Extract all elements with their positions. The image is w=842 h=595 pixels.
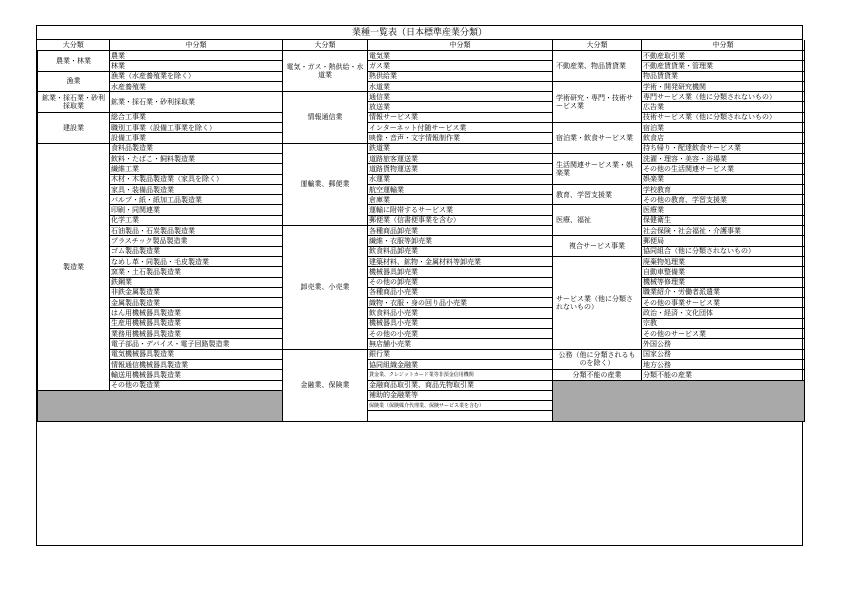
minor-category: 広告業: [642, 102, 805, 112]
minor-category: インターネット付随サービス業: [368, 123, 553, 133]
minor-category: 分類不能の産業: [642, 370, 805, 380]
minor-category: その他の卸売業: [368, 277, 553, 287]
minor-category: 食料品製造業: [110, 143, 283, 153]
minor-category: なめし革・同製品・毛皮製造業: [110, 256, 283, 266]
minor-category: 保健衛生: [642, 215, 805, 225]
minor-category: その他の小売業: [368, 329, 553, 339]
minor-category: 化学工業: [110, 215, 283, 225]
minor-category: 保険業（保険媒介代理業、保険サービス業を含む）: [368, 401, 553, 411]
minor-category: 金属製品製造業: [110, 298, 283, 308]
minor-category: 医療業: [642, 205, 805, 215]
major-category: 製造業: [38, 143, 110, 390]
col-header-major: 大分類: [553, 40, 642, 51]
table-row: [38, 51, 805, 61]
col-header-minor: 中分類: [110, 40, 283, 51]
minor-category: 建築材料、鉱物・金属材料等卸売業: [368, 256, 553, 266]
minor-category: 家具・装備品製造業: [110, 184, 283, 194]
major-category: 不動産業、物品賃貸業: [553, 51, 642, 82]
minor-category: 情報通信機械器具製造業: [110, 359, 283, 369]
major-category: 学術研究・専門・技術サービス業: [553, 81, 642, 122]
empty-shaded-cell: [553, 380, 805, 421]
major-category: 公務（他に分類されるものを除く）: [553, 349, 642, 370]
minor-category: 生産用機械器具製造業: [110, 318, 283, 328]
minor-category: 機械等修理業: [642, 277, 805, 287]
minor-category: 熱供給業: [368, 71, 553, 81]
minor-category: 宿泊業: [642, 123, 805, 133]
major-category: 農業・林業: [38, 51, 110, 72]
col-header-minor: 中分類: [368, 40, 553, 51]
minor-category: 織物・衣服・身の回り品小売業: [368, 298, 553, 308]
minor-category: ゴム製品製造業: [110, 246, 283, 256]
minor-category: 道路貨物運送業: [368, 164, 553, 174]
table-row: [38, 153, 805, 163]
table-row: [38, 359, 805, 369]
minor-category: 輸送用機械器具製造業: [110, 370, 283, 380]
table-row: [38, 287, 805, 297]
minor-category: プラスチック製品製造業: [110, 236, 283, 246]
table-row: [38, 215, 805, 225]
minor-category: 情報サービス業: [368, 112, 553, 122]
table-row: [38, 143, 805, 153]
empty-cell: [368, 411, 553, 421]
minor-category: 電子部品・デバイス・電子回路製造業: [110, 339, 283, 349]
minor-category: その他の製造業: [110, 380, 283, 390]
minor-category: 補助的金融業等: [368, 390, 553, 400]
minor-category: 石油製品・石炭製品製造業: [110, 226, 283, 236]
minor-category: 非鉄金属製造業: [110, 287, 283, 297]
table-row: [38, 92, 805, 102]
table-row: [38, 349, 805, 359]
major-category: 漁業: [38, 71, 110, 92]
minor-category: はん用機械器具製造業: [110, 308, 283, 318]
minor-category: 窯業・土石製品製造業: [110, 267, 283, 277]
minor-category: 水産養殖業: [110, 81, 283, 91]
minor-category: 機械器具卸売業: [368, 267, 553, 277]
minor-category: 無店舗小売業: [368, 339, 553, 349]
table-row: [38, 256, 805, 266]
major-category: 生活関連サービス業・娯楽業: [553, 153, 642, 184]
major-category: 金融業、保険業: [283, 349, 368, 421]
minor-category: 郵便局: [642, 236, 805, 246]
minor-category: 不動産取引業: [642, 51, 805, 61]
minor-category: ガス業: [368, 61, 553, 71]
minor-category: 鉄道業: [368, 143, 553, 153]
minor-category: 飲料・たばこ・飼料製造業: [110, 153, 283, 163]
minor-category: 地方公務: [642, 359, 805, 369]
minor-category: 運輸に附帯するサービス業: [368, 205, 553, 215]
minor-category: 総合工事業: [110, 112, 283, 122]
minor-category: 電気機械器具製造業: [110, 349, 283, 359]
major-category: 教育、学習支援業: [553, 184, 642, 205]
major-category: 分類不能の産業: [553, 370, 642, 380]
minor-category: 娯楽業: [642, 174, 805, 184]
minor-category: 廃棄物処理業: [642, 256, 805, 266]
minor-category: 林業: [110, 61, 283, 71]
minor-category: 技術サービス業（他に分類されないもの）: [642, 112, 805, 122]
major-category: 建設業: [38, 112, 110, 143]
table-row: [38, 81, 805, 91]
table-row: [38, 267, 805, 277]
minor-category: その他の生活関連サービス業: [642, 164, 805, 174]
sheet-title: 業種一覧表（日本標準産業分類）: [37, 26, 802, 40]
minor-category: 職業紹介・労働者派遣業: [642, 287, 805, 297]
industry-sheet: [36, 25, 803, 546]
minor-category: 学校教育: [642, 184, 805, 194]
minor-category: 洗濯・理容・美容・浴場業: [642, 153, 805, 163]
minor-category: 社会保険・社会福祉・介護事業: [642, 226, 805, 236]
minor-category: 金融商品取引業、商品先物取引業: [368, 380, 553, 390]
table-row: [38, 205, 805, 215]
industry-table: [37, 40, 805, 422]
minor-category: 設備工事業: [110, 133, 283, 143]
minor-category: パルプ・紙・紙加工品製造業: [110, 195, 283, 205]
major-category: 運輸業、郵便業: [283, 143, 368, 225]
table-row: [38, 164, 805, 174]
table-row: [38, 380, 805, 390]
minor-category: 飲食店: [642, 133, 805, 143]
table-row: [38, 339, 805, 349]
table-row: [38, 318, 805, 328]
table-row: [38, 308, 805, 318]
table-row: [38, 61, 805, 71]
minor-category: 印刷・同関連業: [110, 205, 283, 215]
table-row: [38, 329, 805, 339]
minor-category: 通信業: [368, 92, 553, 102]
minor-category: 鉄鋼業: [110, 277, 283, 287]
minor-category: 航空運輸業: [368, 184, 553, 194]
minor-category: その他の教育、学習支援業: [642, 195, 805, 205]
table-row: [38, 226, 805, 236]
table-row: [38, 133, 805, 143]
table-row: [38, 370, 805, 380]
minor-category: 政治・経済・文化団体: [642, 308, 805, 318]
minor-category: 各種商品小売業: [368, 287, 553, 297]
minor-category: 職別工事業（設備工事業を除く）: [110, 123, 283, 133]
col-header-major: 大分類: [38, 40, 110, 51]
table-row: [38, 184, 805, 194]
major-category: 卸売業、小売業: [283, 226, 368, 350]
minor-category: 農業: [110, 51, 283, 61]
minor-category: 繊維工業: [110, 164, 283, 174]
minor-category: 専門サービス業（他に分類されないもの）: [642, 92, 805, 102]
empty-shaded-cell: [38, 390, 283, 421]
table-row: [38, 71, 805, 81]
minor-category: 物品賃貸業: [642, 71, 805, 81]
minor-category: 漁業（水産養殖業を除く）: [110, 71, 283, 81]
minor-category: その他の事業サービス業: [642, 298, 805, 308]
minor-category: その他のサービス業: [642, 329, 805, 339]
minor-category: 機械器具小売業: [368, 318, 553, 328]
major-category: 鉱業・採石業・砂利採取業: [38, 92, 110, 113]
minor-category: 各種商品卸売業: [368, 226, 553, 236]
minor-category: 鉱業・採石業・砂利採取業: [110, 92, 283, 113]
minor-category: 映像・音声・文字情報制作業: [368, 133, 553, 143]
minor-category: 飲食料品卸売業: [368, 246, 553, 256]
minor-category: 学術・開発研究機関: [642, 81, 805, 91]
major-category: 医療、福祉: [553, 205, 642, 236]
minor-category: 水道業: [368, 81, 553, 91]
minor-category: 宗教: [642, 318, 805, 328]
minor-category: 電気業: [368, 51, 553, 61]
minor-category: 国家公務: [642, 349, 805, 359]
minor-category: 道路旅客運送業: [368, 153, 553, 163]
minor-category: 不動産賃貸業・管理業: [642, 61, 805, 71]
minor-category: 放送業: [368, 102, 553, 112]
table-row: [38, 236, 805, 246]
minor-category: 持ち帰り・配達飲食サービス業: [642, 143, 805, 153]
minor-category: 倉庫業: [368, 195, 553, 205]
col-header-major: 大分類: [283, 40, 368, 51]
minor-category: 郵便業（信書便事業を含む）: [368, 215, 553, 225]
minor-category: 自動車整備業: [642, 267, 805, 277]
major-category: サービス業（他に分類されないもの）: [553, 256, 642, 349]
minor-category: 外国公務: [642, 339, 805, 349]
minor-category: 木材・木製品製造業（家具を除く）: [110, 174, 283, 184]
minor-category: 業務用機械器具製造業: [110, 329, 283, 339]
minor-category: 水運業: [368, 174, 553, 184]
major-category: 宿泊業・飲食サービス業: [553, 123, 642, 154]
minor-category: 銀行業: [368, 349, 553, 359]
table-row: [38, 174, 805, 184]
header-row: [38, 40, 805, 51]
major-category: 情報通信業: [283, 92, 368, 143]
table-row: [38, 277, 805, 287]
table-row: [38, 298, 805, 308]
minor-category: 協同組織金融業: [368, 359, 553, 369]
minor-category: 繊維・衣服等卸売業: [368, 236, 553, 246]
minor-category: 飲食料品小売業: [368, 308, 553, 318]
table-row: [38, 195, 805, 205]
table-row: [38, 112, 805, 122]
minor-category: 貸金業、クレジットカード業等非預金信用機関: [368, 370, 553, 380]
table-row: [38, 123, 805, 133]
col-header-minor: 中分類: [642, 40, 805, 51]
table-row: [38, 246, 805, 256]
minor-category: 協同組合（他に分類されないもの）: [642, 246, 805, 256]
major-category: 電気・ガス・熱供給・水道業: [283, 51, 368, 92]
major-category: 複合サービス事業: [553, 236, 642, 257]
